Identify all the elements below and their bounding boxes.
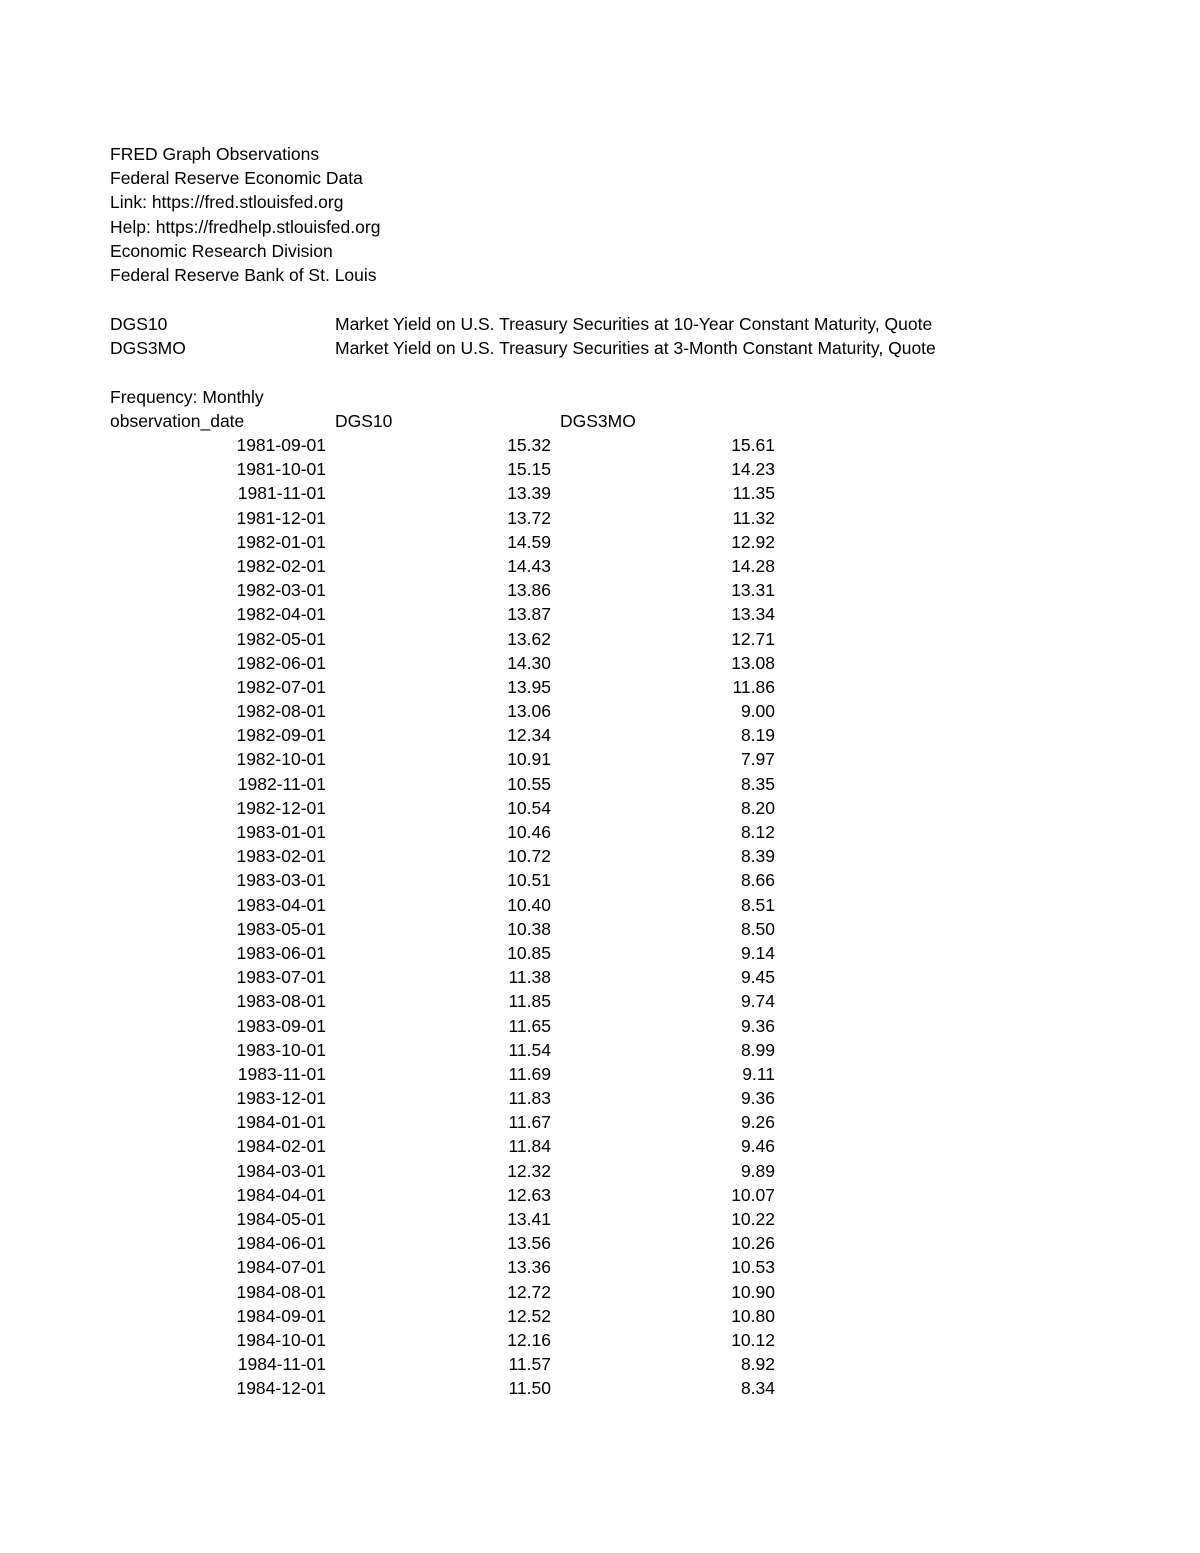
cell-date: 1981-12-01 <box>236 507 326 528</box>
series-description-dgs10: Market Yield on U.S. Treasury Securities at 10-Year Constant Maturity, Quote <box>335 314 933 334</box>
cell-dgs10: 12.52 <box>507 1305 551 1326</box>
table-row <box>0 628 1200 652</box>
table-row <box>0 748 1200 772</box>
cell-date: 1981-09-01 <box>236 435 326 455</box>
cell-dgs10: 11.65 <box>508 1015 551 1036</box>
table-row <box>0 1160 1200 1184</box>
cell-dgs10: 13.95 <box>507 676 551 697</box>
cell-dgs10: 13.39 <box>507 483 551 504</box>
cell-date: 1982-12-01 <box>236 797 326 818</box>
table-row <box>0 1111 1200 1135</box>
table-row <box>0 1232 1200 1256</box>
cell-dgs3mo: 9.11 <box>742 1063 775 1084</box>
cell-date: 1984-08-01 <box>236 1281 326 1302</box>
cell-dgs3mo: 10.26 <box>731 1233 775 1254</box>
table-row <box>0 1208 1200 1232</box>
cell-date: 1982-02-01 <box>236 555 326 576</box>
table-row <box>0 1135 1200 1159</box>
cell-dgs3mo: 9.36 <box>740 1015 775 1036</box>
table-row <box>0 724 1200 748</box>
cell-date: 1981-11-01 <box>237 483 326 504</box>
table-row <box>0 1087 1200 1111</box>
cell-dgs3mo: 15.61 <box>731 435 775 455</box>
table-row <box>0 990 1200 1014</box>
cell-date: 1982-10-01 <box>236 749 326 770</box>
cell-dgs3mo: 9.45 <box>740 967 775 988</box>
cell-dgs10: 14.59 <box>507 531 551 552</box>
table-row <box>0 1256 1200 1280</box>
cell-dgs10: 11.84 <box>508 1136 551 1157</box>
cell-dgs10: 11.69 <box>508 1063 551 1084</box>
table-row <box>0 603 1200 627</box>
cell-dgs3mo: 9.36 <box>740 1088 775 1109</box>
cell-date: 1984-03-01 <box>236 1160 326 1181</box>
cell-dgs3mo: 13.08 <box>731 652 775 673</box>
cell-dgs10: 11.83 <box>508 1088 551 1109</box>
cell-dgs10: 10.38 <box>507 918 551 939</box>
table-row <box>0 434 1200 458</box>
cell-date: 1983-03-01 <box>236 870 326 891</box>
cell-dgs3mo: 8.39 <box>740 846 775 867</box>
cell-dgs10: 13.56 <box>507 1233 551 1254</box>
cell-dgs10: 10.55 <box>507 773 551 794</box>
cell-date: 1983-04-01 <box>236 894 326 915</box>
series-id-dgs3mo: DGS3MO <box>110 338 186 358</box>
cell-dgs10: 11.54 <box>508 1039 551 1060</box>
cell-dgs10: 12.72 <box>507 1281 551 1302</box>
table-row <box>0 942 1200 966</box>
cell-dgs10: 12.34 <box>507 725 551 746</box>
table-row <box>0 1305 1200 1329</box>
cell-dgs3mo: 8.51 <box>740 894 775 915</box>
cell-dgs3mo: 10.12 <box>731 1329 775 1350</box>
cell-date: 1982-06-01 <box>236 652 326 673</box>
cell-dgs10: 10.72 <box>507 846 551 867</box>
cell-dgs3mo: 13.34 <box>731 604 775 625</box>
cell-dgs10: 11.57 <box>508 1354 551 1375</box>
cell-dgs3mo: 8.66 <box>740 870 775 891</box>
cell-dgs3mo: 10.80 <box>731 1305 775 1326</box>
cell-dgs10: 11.50 <box>508 1378 551 1399</box>
cell-dgs10: 15.15 <box>507 459 551 480</box>
cell-dgs10: 13.87 <box>507 604 551 625</box>
table-row <box>0 555 1200 579</box>
data-table <box>0 434 1200 1402</box>
cell-date: 1983-10-01 <box>236 1039 326 1060</box>
cell-date: 1983-08-01 <box>236 991 326 1012</box>
cell-date: 1984-12-01 <box>236 1378 326 1399</box>
cell-date: 1984-09-01 <box>236 1305 326 1326</box>
table-row <box>0 1353 1200 1377</box>
cell-dgs10: 12.16 <box>507 1329 551 1350</box>
table-row <box>0 1281 1200 1305</box>
cell-date: 1983-09-01 <box>236 1015 326 1036</box>
cell-dgs3mo: 8.20 <box>740 797 775 818</box>
cell-date: 1982-11-01 <box>237 773 326 794</box>
header-help: Help: https://fredhelp.stlouisfed.org <box>110 217 381 237</box>
cell-date: 1982-07-01 <box>236 676 326 697</box>
cell-date: 1983-12-01 <box>236 1088 326 1109</box>
cell-dgs10: 10.40 <box>507 894 551 915</box>
cell-dgs10: 11.38 <box>508 967 551 988</box>
column-header-date: observation_date <box>110 411 245 431</box>
cell-date: 1982-01-01 <box>236 531 326 552</box>
cell-dgs3mo: 9.14 <box>740 942 775 963</box>
cell-date: 1983-02-01 <box>236 846 326 867</box>
cell-dgs10: 13.06 <box>507 701 551 722</box>
series-description-dgs3mo: Market Yield on U.S. Treasury Securities at 3-Month Constant Maturity, Quote <box>335 338 936 358</box>
cell-dgs3mo: 7.97 <box>740 749 775 770</box>
table-row <box>0 676 1200 700</box>
cell-date: 1984-02-01 <box>236 1136 326 1157</box>
header-source: Federal Reserve Economic Data <box>110 168 363 188</box>
cell-dgs10: 10.46 <box>507 822 551 842</box>
table-row <box>0 458 1200 482</box>
cell-dgs3mo: 8.92 <box>740 1354 775 1375</box>
cell-dgs3mo: 9.74 <box>740 991 775 1012</box>
cell-date: 1984-01-01 <box>236 1112 326 1133</box>
cell-dgs3mo: 10.22 <box>731 1209 775 1229</box>
table-row <box>0 700 1200 724</box>
cell-date: 1984-07-01 <box>236 1257 326 1278</box>
cell-dgs3mo: 8.35 <box>740 773 775 794</box>
table-row <box>0 918 1200 942</box>
cell-dgs3mo: 9.89 <box>740 1160 775 1181</box>
table-row <box>0 1329 1200 1353</box>
header-link: Link: https://fred.stlouisfed.org <box>110 192 344 212</box>
cell-dgs3mo: 14.28 <box>731 555 775 576</box>
table-row <box>0 507 1200 531</box>
cell-dgs3mo: 8.19 <box>740 725 775 746</box>
table-row <box>0 1063 1200 1087</box>
cell-dgs3mo: 9.46 <box>740 1136 775 1157</box>
cell-date: 1983-01-01 <box>236 822 326 842</box>
cell-dgs10: 10.54 <box>507 797 551 818</box>
cell-date: 1982-05-01 <box>236 628 326 649</box>
cell-dgs3mo: 10.07 <box>731 1184 775 1205</box>
table-row <box>0 531 1200 555</box>
cell-date: 1983-06-01 <box>236 942 326 963</box>
cell-dgs10: 11.67 <box>508 1112 551 1133</box>
cell-dgs10: 12.32 <box>507 1160 551 1181</box>
cell-dgs3mo: 11.86 <box>732 676 775 697</box>
cell-date: 1981-10-01 <box>236 459 326 480</box>
cell-dgs10: 13.86 <box>507 580 551 601</box>
cell-dgs3mo: 12.92 <box>731 531 775 552</box>
table-row <box>0 966 1200 990</box>
cell-dgs10: 15.32 <box>507 435 551 455</box>
header-division: Economic Research Division <box>110 241 333 261</box>
cell-dgs10: 10.51 <box>507 870 551 891</box>
table-row <box>0 1184 1200 1208</box>
frequency-label: Frequency: Monthly <box>110 387 264 407</box>
table-row <box>0 773 1200 797</box>
cell-dgs3mo: 9.26 <box>740 1112 775 1133</box>
cell-dgs10: 13.36 <box>507 1257 551 1278</box>
cell-dgs10: 13.62 <box>507 628 551 649</box>
cell-date: 1984-04-01 <box>236 1184 326 1205</box>
header-bank: Federal Reserve Bank of St. Louis <box>110 265 377 285</box>
cell-dgs10: 10.85 <box>507 942 551 963</box>
cell-dgs3mo: 14.23 <box>731 459 775 480</box>
cell-dgs10: 13.41 <box>507 1209 551 1229</box>
column-header-dgs10: DGS10 <box>335 411 393 431</box>
table-row <box>0 894 1200 918</box>
cell-dgs3mo: 12.71 <box>731 628 775 649</box>
cell-dgs10: 12.63 <box>507 1184 551 1205</box>
cell-dgs3mo: 8.50 <box>740 918 775 939</box>
column-header-dgs3mo: DGS3MO <box>560 411 636 431</box>
table-row <box>0 869 1200 893</box>
table-row <box>0 1039 1200 1063</box>
cell-date: 1982-09-01 <box>236 725 326 746</box>
table-row <box>0 1015 1200 1039</box>
table-row <box>0 797 1200 821</box>
cell-dgs3mo: 11.35 <box>732 483 775 504</box>
cell-dgs3mo: 10.90 <box>731 1281 775 1302</box>
cell-date: 1983-11-01 <box>237 1063 326 1084</box>
cell-dgs3mo: 8.99 <box>740 1039 775 1060</box>
cell-date: 1984-06-01 <box>236 1233 326 1254</box>
cell-dgs3mo: 8.34 <box>740 1378 775 1399</box>
cell-date: 1984-11-01 <box>237 1354 326 1375</box>
cell-dgs10: 11.85 <box>508 991 551 1012</box>
cell-date: 1982-04-01 <box>236 604 326 625</box>
cell-date: 1983-05-01 <box>236 918 326 939</box>
table-row <box>0 1377 1200 1401</box>
cell-dgs3mo: 13.31 <box>731 580 775 601</box>
cell-dgs3mo: 9.00 <box>740 701 775 722</box>
cell-date: 1984-05-01 <box>236 1209 326 1229</box>
cell-date: 1982-03-01 <box>236 580 326 601</box>
table-row <box>0 579 1200 603</box>
header-title: FRED Graph Observations <box>110 144 320 164</box>
cell-date: 1982-08-01 <box>236 701 326 722</box>
table-row <box>0 845 1200 869</box>
cell-dgs10: 10.91 <box>507 749 551 770</box>
cell-dgs10: 13.72 <box>507 507 551 528</box>
cell-dgs10: 14.30 <box>507 652 551 673</box>
table-row <box>0 652 1200 676</box>
table-row <box>0 821 1200 845</box>
cell-dgs10: 14.43 <box>507 555 551 576</box>
cell-dgs3mo: 10.53 <box>731 1257 775 1278</box>
table-row <box>0 482 1200 506</box>
cell-date: 1984-10-01 <box>236 1329 326 1350</box>
series-id-dgs10: DGS10 <box>110 314 168 334</box>
cell-dgs3mo: 8.12 <box>740 822 775 842</box>
cell-dgs3mo: 11.32 <box>732 507 775 528</box>
cell-date: 1983-07-01 <box>236 967 326 988</box>
